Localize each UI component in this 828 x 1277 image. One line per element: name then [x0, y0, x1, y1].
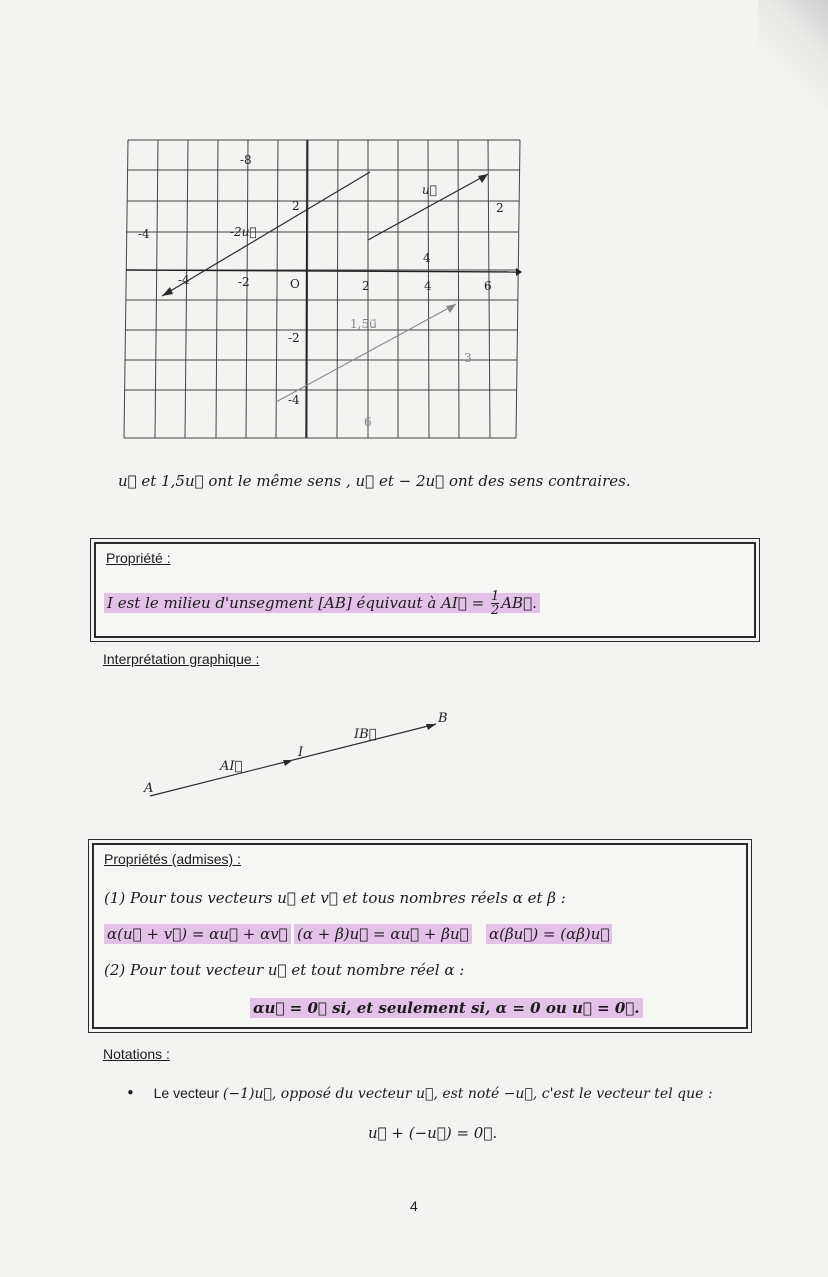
label-neg2-y: -2 [288, 331, 300, 345]
arrowhead-1-5u [446, 304, 456, 313]
eq1-text: α(u⃗ + v⃗) = αu⃗ + αv⃗ [104, 924, 291, 944]
vector-ib-label: IB⃗ [354, 727, 377, 742]
x-axis-arrow [516, 268, 522, 276]
label-two-right: 2 [496, 201, 504, 215]
point-i: I [298, 745, 304, 760]
notations-label: Notations : [103, 1046, 170, 1062]
label-neg8: -8 [240, 153, 252, 167]
midpoint-diagram [138, 700, 468, 810]
label-six-bottom: 6 [364, 415, 372, 429]
equation-distributive-vectors [104, 925, 291, 943]
label-neg4-axis: -4 [178, 273, 190, 287]
eq2-text: (α + β)u⃗ = αu⃗ + βu⃗ [294, 924, 472, 944]
formula-rhs: AB⃗. [501, 593, 537, 612]
bullet: • [126, 1084, 135, 1102]
formula-lhs: AI⃗ = [441, 593, 489, 612]
fraction-one-half [491, 590, 499, 617]
arrowhead-ai [283, 760, 293, 766]
arrowhead-ib [426, 724, 436, 730]
statement-start: I est le milieu d'unsegment [AB] équivaut à [107, 593, 442, 612]
properties-line-1: (1) Pour tous vecteurs u⃗ et v⃗ et tous nombres réels α et β : [104, 889, 566, 907]
property-title: Propriété : [106, 550, 171, 566]
label-four-mid: 4 [423, 251, 431, 265]
label-six-axis: 6 [484, 279, 492, 293]
point-a: A [144, 781, 154, 796]
point-b: B [438, 711, 448, 726]
equation-zero-product [250, 999, 643, 1017]
label-u: u⃗ [422, 183, 437, 197]
arrowhead-u [478, 174, 488, 183]
notation-text-start: Le vecteur [153, 1085, 223, 1101]
label-1-5u: 1,5u⃗ [350, 317, 377, 331]
arrowhead-minus-2u [162, 287, 173, 296]
label-four-axis: 4 [424, 279, 432, 293]
interpretation-label: Interprétation graphique : [103, 651, 260, 667]
label-neg4-left: -4 [138, 227, 150, 241]
equation-associative [486, 925, 612, 943]
fraction-numerator: 1 [490, 589, 500, 604]
equation-distributive-scalars [294, 925, 472, 943]
page-number: 4 [410, 1198, 418, 1214]
notation-bullet-item [126, 1084, 713, 1102]
property-statement-text [104, 589, 540, 618]
label-neg2u: -2u⃗ [230, 225, 257, 239]
vector-minus-2u [162, 172, 370, 296]
property-statement [104, 590, 540, 617]
properties-title: Propriétés (admises) : [104, 851, 241, 867]
property-box [94, 542, 756, 638]
label-neg2-axis: -2 [238, 275, 250, 289]
vector-direction-caption: u⃗ et 1,5u⃗ ont le même sens , u⃗ et − 2u⃗ ont des sens contraires. [118, 472, 631, 490]
grid [124, 140, 520, 438]
eq3-text: α(βu⃗) = (αβ)u⃗ [486, 924, 612, 944]
page-corner-shadow [758, 0, 828, 110]
notation-text-rest: (−1)u⃗, opposé du vecteur u⃗, est noté −u⃗, c'est le vecteur tel que : [222, 1086, 713, 1102]
label-three: 3 [464, 351, 472, 365]
notation-equation: u⃗ + (−u⃗) = 0⃗. [368, 1124, 498, 1142]
label-two-axis: 2 [362, 279, 370, 293]
properties-box [92, 843, 748, 1029]
vector-grid-graph [118, 132, 528, 442]
vector-ai-label: AI⃗ [220, 759, 243, 774]
label-origin: O [290, 277, 300, 291]
label-two-y: 2 [292, 199, 300, 213]
label-neg4-y: -4 [288, 393, 300, 407]
eq4-text: αu⃗ = 0⃗ si, et seulement si, α = 0 ou u⃗ = 0⃗. [250, 998, 643, 1018]
fraction-denominator: 2 [490, 603, 500, 618]
properties-line-2: (2) Pour tout vecteur u⃗ et tout nombre réel α : [104, 961, 465, 979]
